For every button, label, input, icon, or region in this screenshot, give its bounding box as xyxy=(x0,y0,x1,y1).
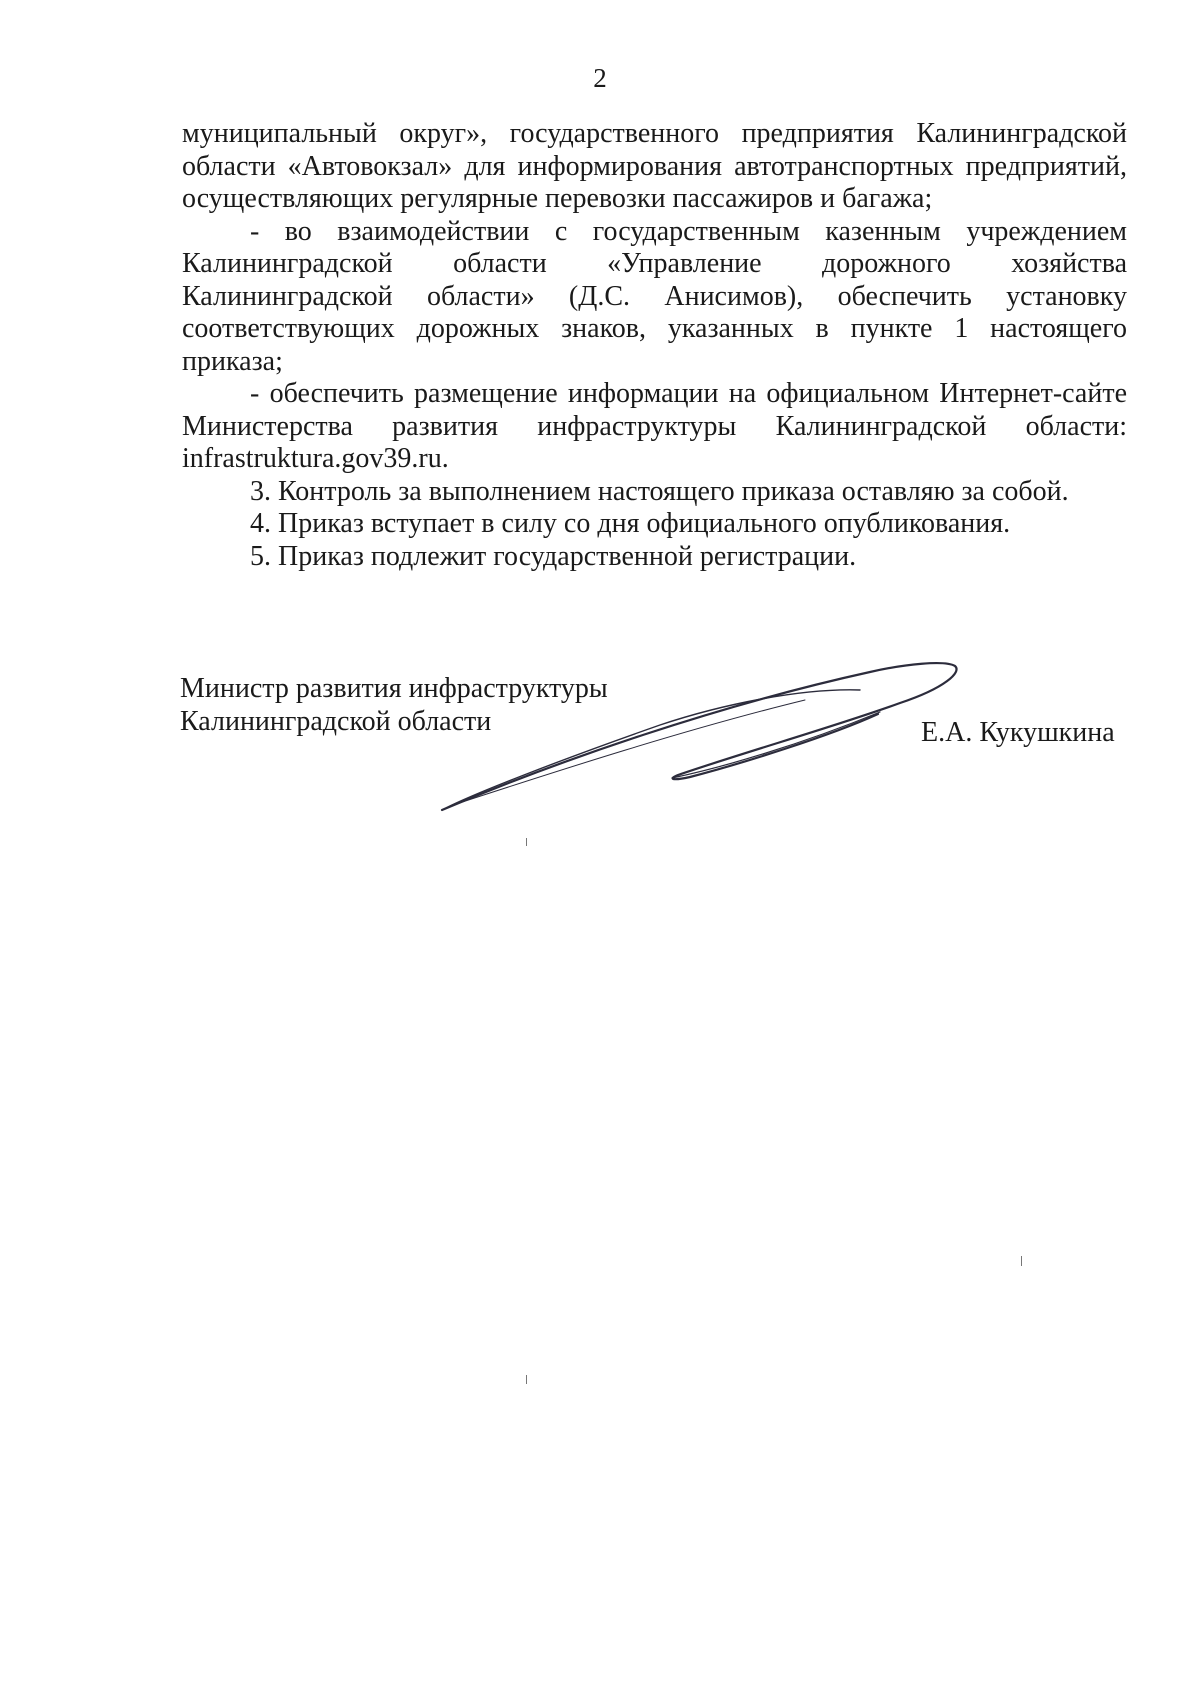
signatory-title-line-1: Министр развития инфраструктуры xyxy=(180,673,608,704)
page-number: 2 xyxy=(593,63,607,93)
document-body xyxy=(182,118,1127,573)
paragraph-control: 3. Контроль за выполнением настоящего приказа оставляю за собой. xyxy=(250,475,1069,507)
scan-speck xyxy=(1021,1256,1022,1266)
signatory-title-line-2: Калининградской области xyxy=(180,706,492,737)
scan-speck xyxy=(526,838,527,846)
paragraph-registration: 5. Приказ подлежит государственной регистрации. xyxy=(250,540,857,572)
paragraph-road-signs: - во взаимодействии с государственным казенным учреждением Калининградской области «Управление дорожного хозяйства Калининградской области» (Д.С. Анисимов), обеспечить установку соответствующих дорожных знаков, указанных в пункте 1 настоящего приказа; xyxy=(182,215,1127,377)
signatory-title xyxy=(180,672,608,738)
scan-speck xyxy=(526,1375,527,1384)
paragraph-continuation: муниципальный округ», государственного предприятия Калининградской области «Автовокзал» для информирования автотранспортных предприятий, осуществляющих регулярные перевозки пассажиров и багажа; xyxy=(182,118,1127,214)
paragraph-entry-into-force: 4. Приказ вступает в силу со дня официального опубликования. xyxy=(250,508,1011,539)
signatory-name: Е.А. Кукушкина xyxy=(921,717,1115,748)
paragraph-website-info: - обеспечить размещение информации на официальном Интернет-сайте Министерства развития инфраструктуры Калининградской области: infrastruktura.gov39.ru. xyxy=(182,378,1127,474)
